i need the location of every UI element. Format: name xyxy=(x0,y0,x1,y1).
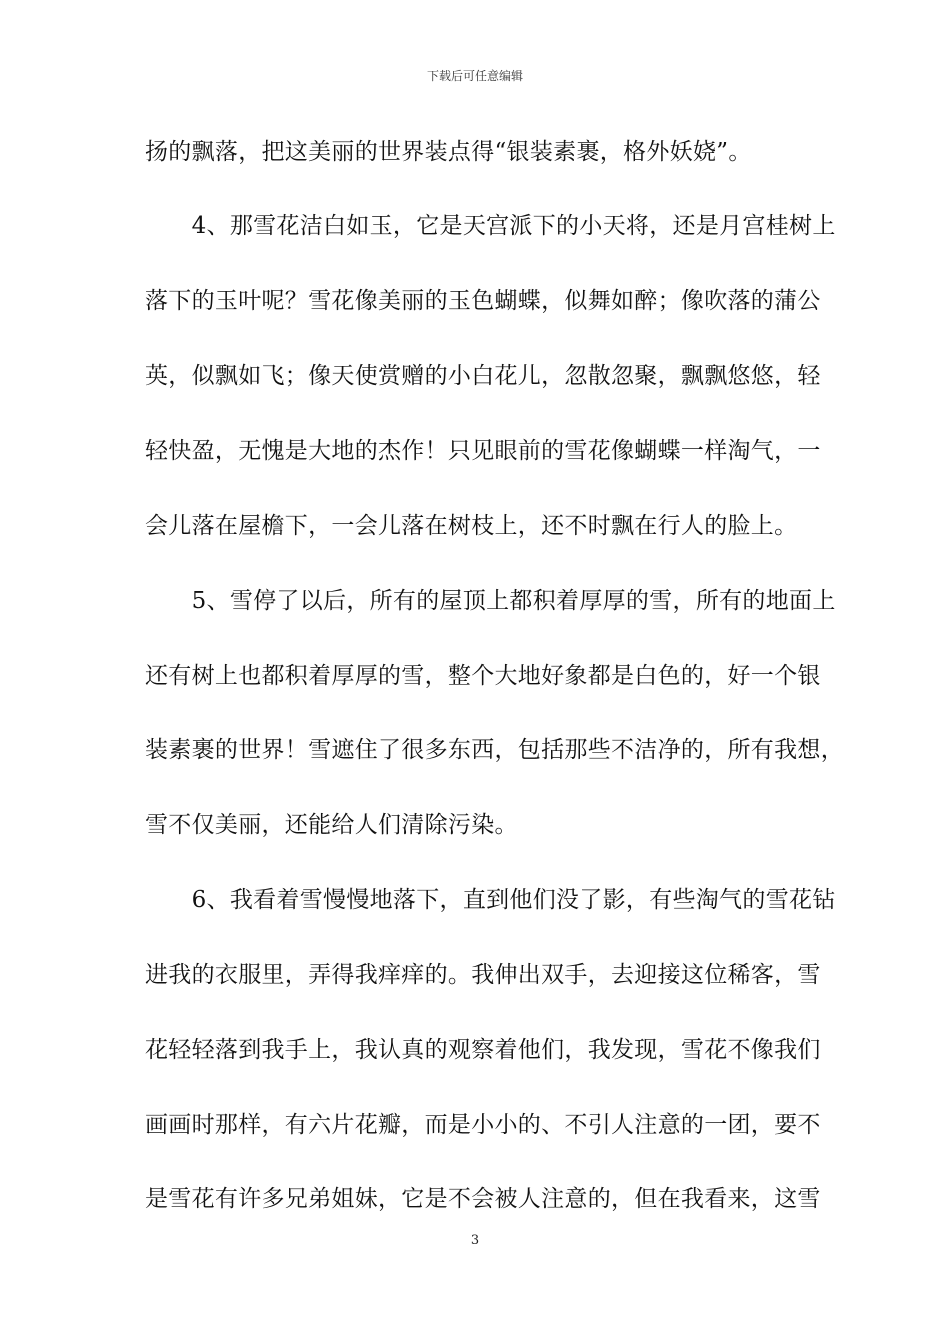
text-line: 6、我看着雪慢慢地落下，直到他们没了影，有些淘气的雪花钻 xyxy=(145,887,836,913)
text-line: 还有树上也都积着厚厚的雪，整个大地好象都是白色的，好一个银 xyxy=(145,663,821,689)
page-header: 下载后可任意编辑 xyxy=(426,69,523,83)
text-line: 雪不仅美丽，还能给人们清除污染。 xyxy=(145,812,518,838)
text-line: 花轻轻落到我手上，我认真的观察着他们，我发现，雪花不像我们 xyxy=(145,1037,821,1063)
text-line: 5、雪停了以后，所有的屋顶上都积着厚厚的雪，所有的地面上 xyxy=(145,588,836,614)
text-line: 扬的飘落，把这美丽的世界装点得“银装素裹，格外妖娆”。 xyxy=(145,139,752,165)
text-line: 画画时那样，有六片花瓣，而是小小的、不引人注意的一团，要不 xyxy=(145,1112,821,1138)
text-line: 4、那雪花洁白如玉，它是天宫派下的小天将，还是月宫桂树上 xyxy=(145,213,836,239)
text-line: 英，似飘如飞；像天使赏赠的小白花儿，忽散忽聚，飘飘悠悠，轻 xyxy=(145,363,821,389)
text-line: 会儿落在屋檐下，一会儿落在树枝上，还不时飘在行人的脸上。 xyxy=(145,513,798,539)
text-line: 装素裹的世界！雪遮住了很多东西，包括那些不洁净的，所有我想， xyxy=(145,737,844,763)
text-line: 落下的玉叶呢？雪花像美丽的玉色蝴蝶，似舞如醉；像吹落的蒲公 xyxy=(145,288,821,314)
text-line: 轻快盈，无愧是大地的杰作！只见眼前的雪花像蝴蝶一样淘气，一 xyxy=(145,438,821,464)
page-number: 3 xyxy=(470,1233,480,1248)
text-line: 是雪花有许多兄弟姐妹，它是不会被人注意的，但在我看来，这雪 xyxy=(145,1186,821,1212)
text-line: 进我的衣服里，弄得我痒痒的。我伸出双手，去迎接这位稀客，雪 xyxy=(145,962,821,988)
